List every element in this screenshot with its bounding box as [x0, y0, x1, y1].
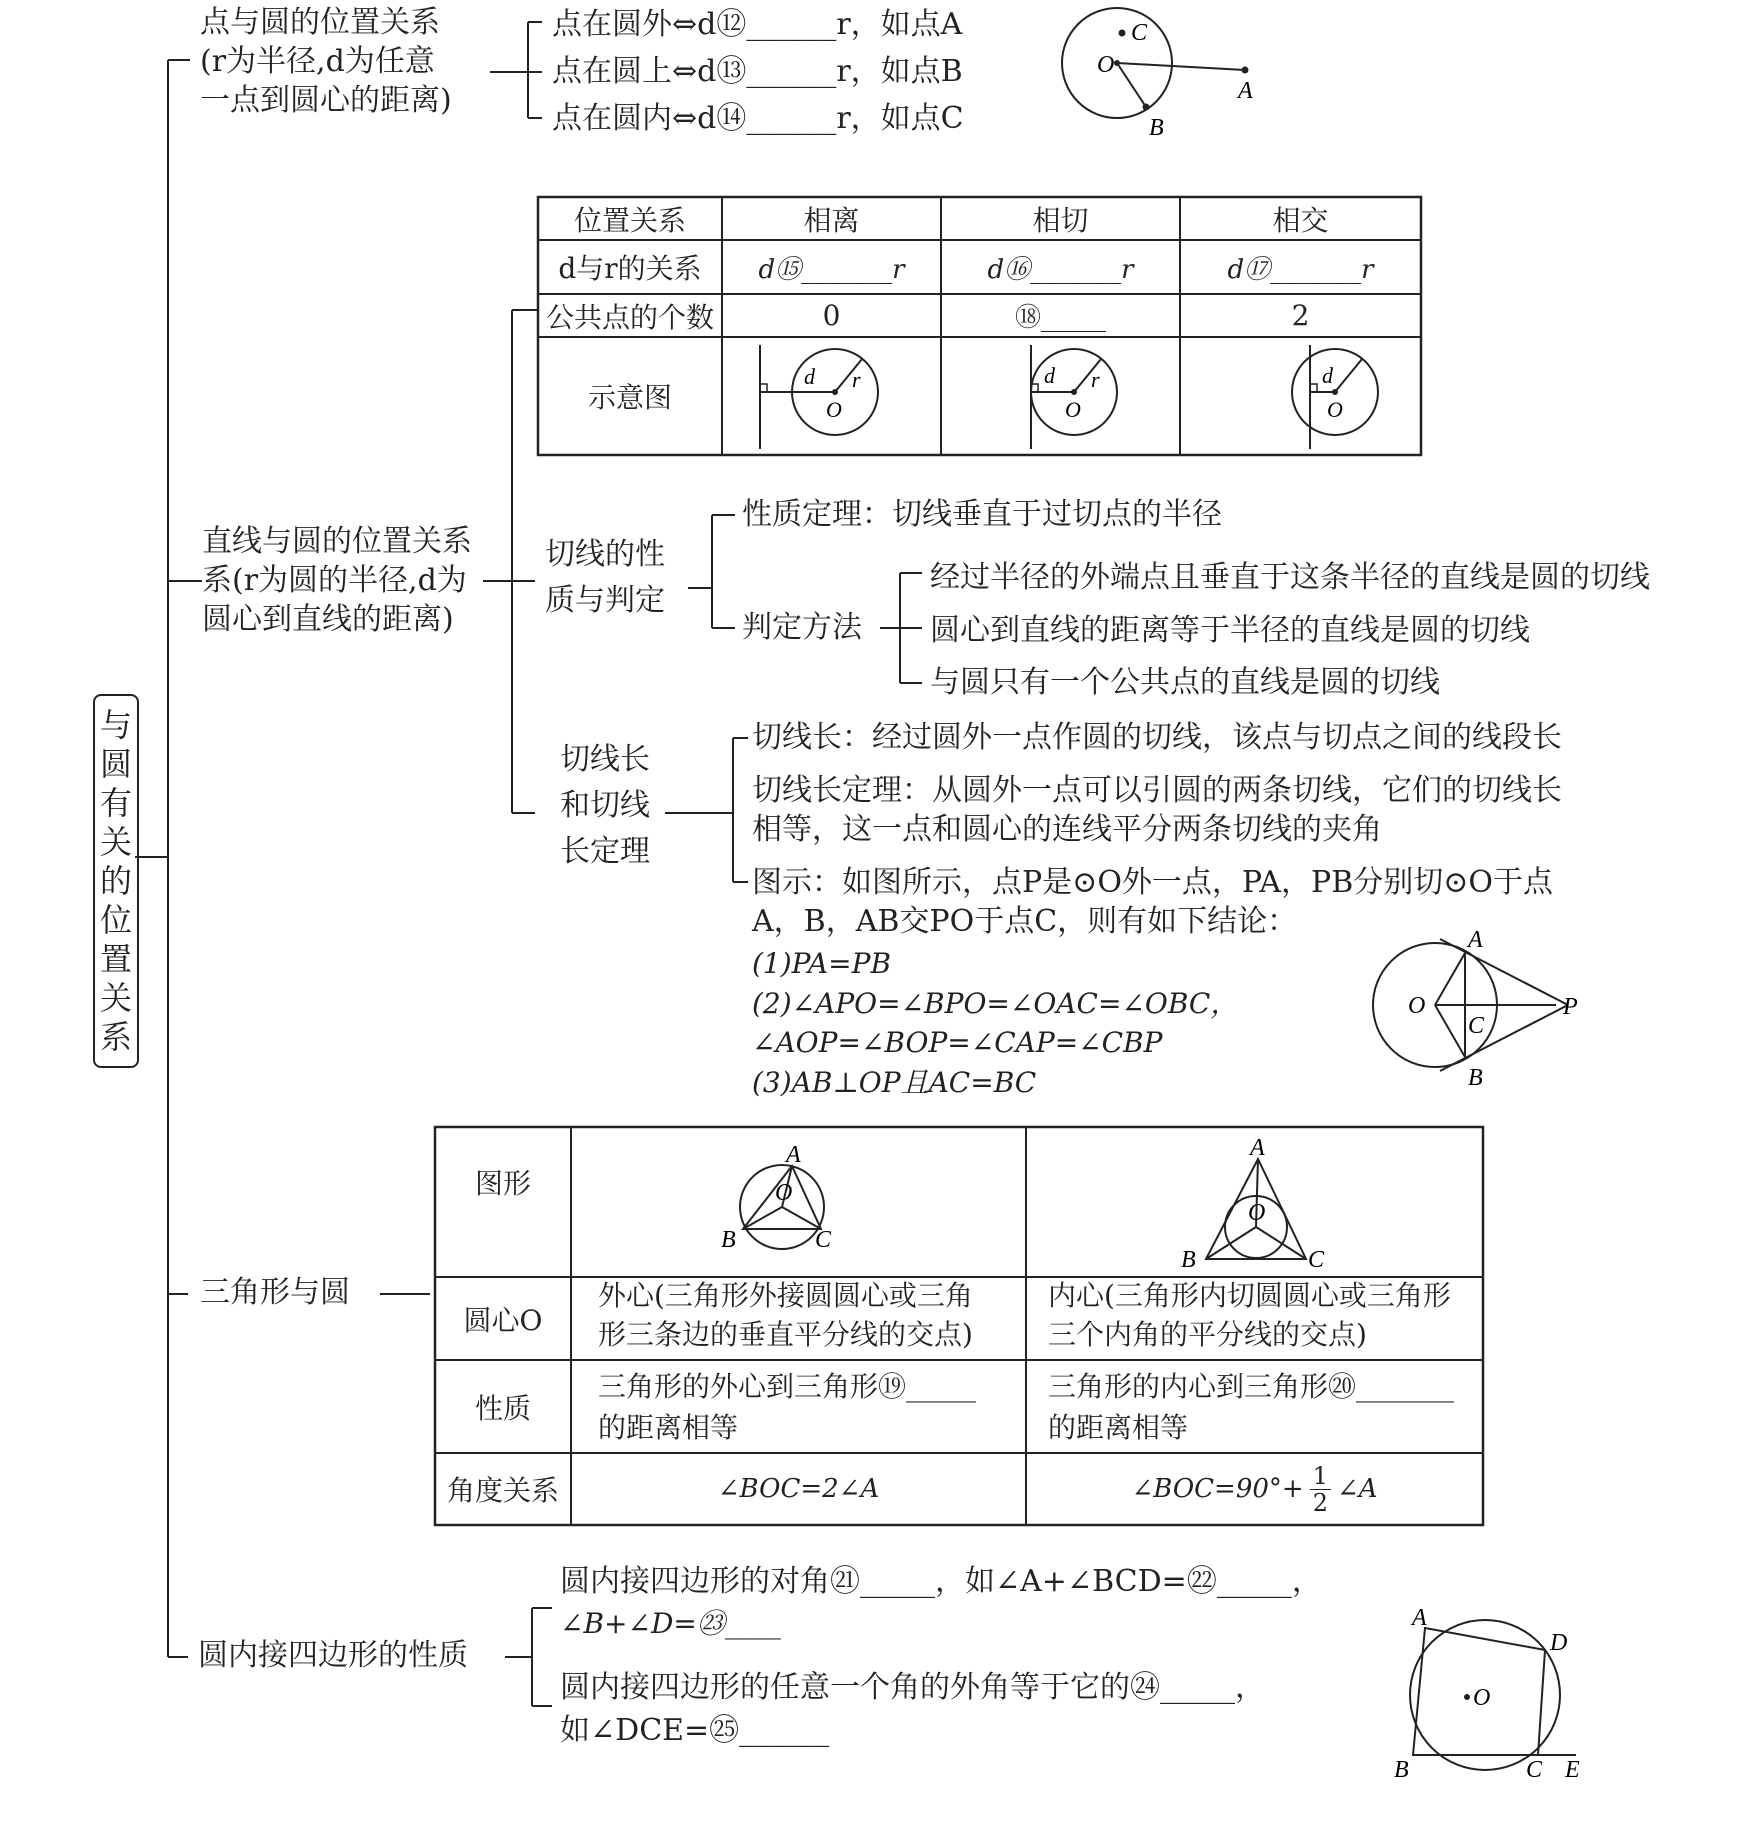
- diagram-label-o: O: [1097, 52, 1115, 78]
- diagram-label-d: D: [1550, 1630, 1568, 1656]
- diagram-label-a: A: [1468, 927, 1483, 953]
- incenter-angle-prefix: ∠BOC=90°+: [1131, 1474, 1304, 1504]
- diagram-label-o: O: [1248, 1200, 1266, 1226]
- table-count-label: 公共点的个数: [545, 300, 714, 334]
- diagram-label-d: d: [1044, 363, 1055, 388]
- table-diagram-label: 示意图: [587, 381, 672, 414]
- incenter-desc-2: 三个内角的平分线的交点): [1048, 1318, 1367, 1351]
- incenter-prop-2: 的距离相等: [1048, 1411, 1189, 1444]
- diagram-label-c: C: [815, 1227, 832, 1253]
- incenter-diagram: [1026, 1127, 1483, 1277]
- line-circle-title-2: 系(r为圆的半径,d为: [202, 563, 467, 598]
- tangent-length-theorem-1: 切线长定理：从圆外一点可以引圆的两条切线，它们的切线长: [752, 773, 1562, 808]
- root-char: 置: [99, 939, 132, 978]
- quad-line-4: 如∠DCE=㉕______: [560, 1713, 830, 1748]
- circumcenter-prop-2: 的距离相等: [598, 1411, 739, 1444]
- triangle-row-angle-label: 角度关系: [446, 1474, 559, 1507]
- tangent-length-def: 切线长：经过圆外一点作圆的切线，该点与切点之间的线段长: [752, 720, 1562, 755]
- diagram-label-a: A: [1238, 78, 1253, 104]
- diagram-label-o: O: [1408, 993, 1426, 1019]
- diagram-label-b: B: [1468, 1065, 1483, 1091]
- diagram-label-o: O: [1327, 397, 1343, 422]
- line-circle-title-1: 直线与圆的位置关系: [202, 524, 472, 559]
- quad-title: 圆内接四边形的性质: [198, 1638, 468, 1673]
- incenter-angle: [1026, 1453, 1483, 1525]
- circumcenter-diagram: [571, 1127, 1026, 1277]
- diagram-label-r: r: [1091, 367, 1100, 392]
- root-char: 位: [99, 900, 132, 939]
- quad-line-2: ∠B+∠D=㉓____: [560, 1607, 781, 1640]
- root-char: 有: [99, 783, 132, 822]
- diagram-label-b: B: [721, 1227, 736, 1253]
- tangent-property-theorem: 性质定理：切线垂直于过切点的半径: [742, 497, 1222, 532]
- point-circle-title-3: 一点到圆心的距离): [200, 83, 452, 118]
- circumcenter-angle: ∠BOC=2∠A: [717, 1474, 880, 1504]
- table-dr-separate: d⑮_______r: [758, 254, 905, 285]
- triangle-row-figure-label: 图形: [474, 1167, 531, 1200]
- diagram-label-d: d: [804, 364, 815, 389]
- table-dr-label: d与r的关系: [558, 252, 702, 285]
- diagram-label-b: B: [1181, 1247, 1196, 1273]
- diagram-label-b: B: [1149, 115, 1164, 141]
- table-dr-tangent: d⑯_______r: [987, 254, 1134, 285]
- incenter-angle-suffix: ∠A: [1336, 1474, 1378, 1504]
- diagram-label-c: C: [1526, 1757, 1543, 1780]
- table-count-intersect: 2: [1291, 299, 1310, 332]
- fraction-half: [1310, 1463, 1331, 1516]
- tangent-prop-title-2: 质与判定: [545, 583, 665, 618]
- point-circle-title-2: (r为半径,d为任意: [200, 44, 435, 79]
- diagram-label-a: A: [1412, 1605, 1427, 1631]
- quad-line-1: 圆内接四边形的对角㉑_____，如∠A+∠BCD=㉒_____，: [560, 1564, 1322, 1599]
- diagram-label-p: P: [1563, 994, 1578, 1020]
- tangent-judge-label: 判定方法: [742, 610, 862, 645]
- root-char: 圆: [99, 744, 132, 783]
- table-header-tangent: 相切: [1032, 203, 1089, 237]
- tangent-figure-text-2: A，B，AB交PO于点C，则有如下结论：: [752, 904, 1298, 939]
- tangent-conclusion-2b: ∠AOP=∠BOP=∠CAP=∠CBP: [752, 1026, 1163, 1059]
- point-outside-item: 点在圆外⇔d⑫______r，如点A: [552, 7, 963, 42]
- table-header-separate: 相离: [803, 203, 860, 237]
- root-char: 关: [99, 822, 132, 861]
- root-char: 系: [99, 1017, 132, 1056]
- triangle-circle-title: 三角形与圆: [200, 1275, 350, 1310]
- diagram-label-r: r: [852, 367, 861, 392]
- tangent-conclusion-2: (2)∠APO=∠BPO=∠OAC=∠OBC，: [752, 987, 1239, 1020]
- tangent-conclusion-3: (3)AB⊥OP且AC=BC: [752, 1066, 1037, 1099]
- circumcenter-desc-2: 形三条边的垂直平分线的交点): [598, 1318, 973, 1351]
- point-circle-title-1: 点与圆的位置关系: [200, 5, 440, 40]
- triangle-row-center-label: 圆心O: [463, 1303, 543, 1337]
- table-header-relation: 位置关系: [573, 203, 686, 237]
- tangent-length-title-1: 切线长: [560, 742, 650, 777]
- diagram-label-c: C: [1131, 20, 1148, 46]
- quad-line-3: 圆内接四边形的任意一个角的外角等于它的㉔_____，: [560, 1670, 1265, 1705]
- fraction-denominator: 2: [1312, 1488, 1328, 1517]
- diagram-label-o: O: [826, 397, 842, 422]
- tangent-conclusion-1: (1)PA=PB: [752, 947, 892, 980]
- tangent-length-title-3: 长定理: [560, 834, 650, 869]
- tangent-length-theorem-2: 相等，这一点和圆心的连线平分两条切线的夹角: [752, 812, 1382, 847]
- diagram-label-c: C: [1468, 1013, 1485, 1039]
- diagram-label-o: O: [1473, 1685, 1491, 1711]
- tangent-length-title-2: 和切线: [560, 788, 650, 823]
- diagram-label-o: O: [775, 1180, 793, 1206]
- tangent-judge-item-1: 经过半径的外端点且垂直于这条半径的直线是圆的切线: [930, 560, 1650, 595]
- point-inside-item: 点在圆内⇔d⑭______r，如点C: [552, 101, 964, 136]
- triangle-row-prop-label: 性质: [474, 1391, 531, 1425]
- circumcenter-prop-1: 三角形的外心到三角形⑲_____: [598, 1370, 977, 1403]
- diagram-label-d: d: [1322, 363, 1333, 388]
- table-count-separate: 0: [822, 299, 841, 332]
- circumcenter-desc-1: 外心(三角形外接圆圆心或三角: [598, 1279, 973, 1312]
- root-char: 与: [99, 705, 132, 744]
- root-char: 的: [99, 861, 132, 900]
- incenter-prop-1: 三角形的内心到三角形⑳_______: [1048, 1370, 1455, 1403]
- diagram-label-e: E: [1565, 1757, 1580, 1780]
- diagram-label-o: O: [1065, 397, 1081, 422]
- tangent-judge-item-3: 与圆只有一个公共点的直线是圆的切线: [930, 665, 1440, 700]
- diagram-label-a: A: [1250, 1135, 1265, 1161]
- diagram-label-c: C: [1308, 1247, 1325, 1273]
- table-header-intersect: 相交: [1272, 203, 1329, 237]
- fraction-numerator: 1: [1310, 1463, 1331, 1490]
- diagram-label-b: B: [1394, 1757, 1409, 1780]
- table-count-tangent: ⑱_____: [1014, 303, 1106, 333]
- point-on-item: 点在圆上⇔d⑬______r，如点B: [552, 54, 963, 89]
- tangent-figure-text-1: 图示：如图所示，点P是⊙O外一点，PA，PB分别切⊙O于点: [752, 865, 1553, 900]
- root-char: 关: [99, 978, 132, 1017]
- tangent-judge-item-2: 圆心到直线的距离等于半径的直线是圆的切线: [930, 613, 1530, 648]
- tangent-prop-title-1: 切线的性: [545, 537, 665, 572]
- diagram-label-a: A: [786, 1142, 801, 1168]
- incenter-desc-1: 内心(三角形内切圆圆心或三角形: [1048, 1279, 1451, 1312]
- line-circle-title-3: 圆心到直线的距离): [202, 602, 454, 637]
- quad-diagram: [1380, 1605, 1630, 1780]
- table-dr-intersect: d⑰_______r: [1227, 254, 1374, 285]
